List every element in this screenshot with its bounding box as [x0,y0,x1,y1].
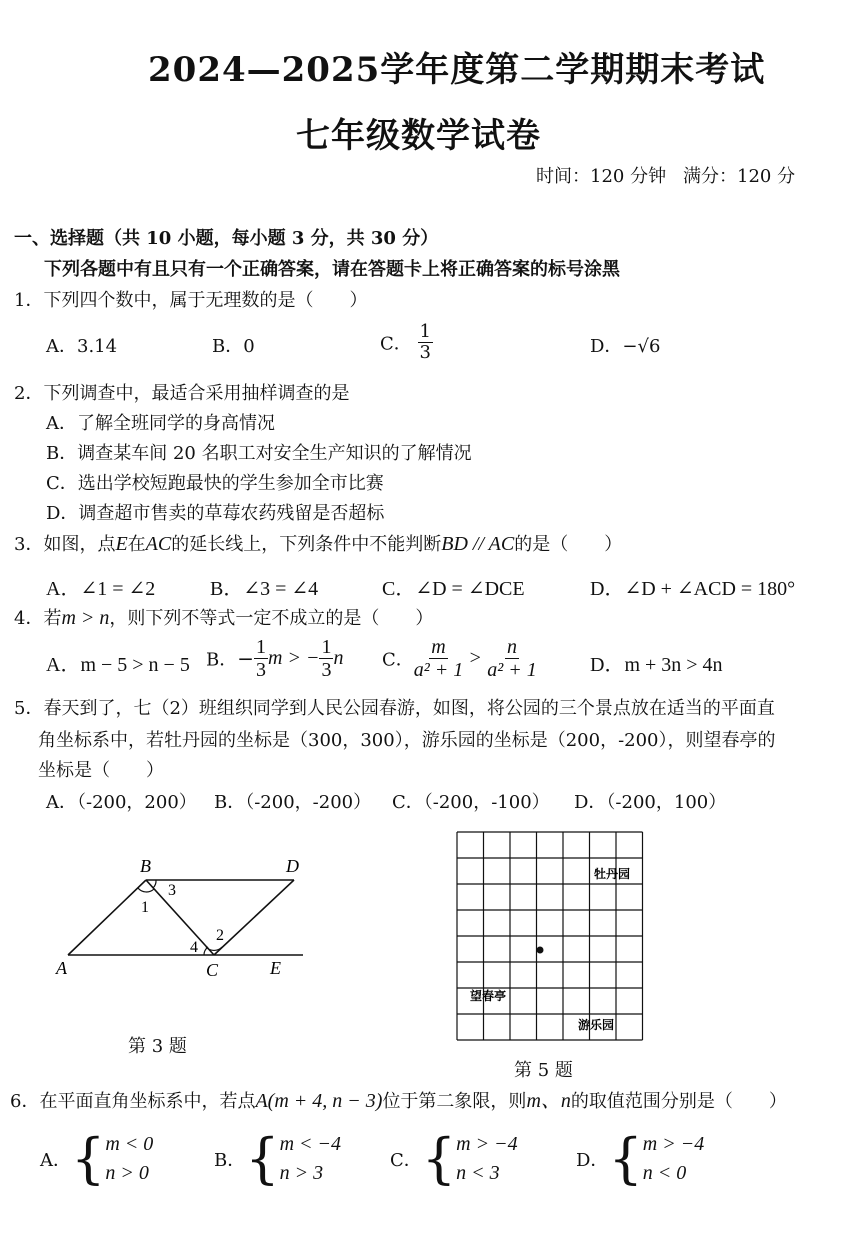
q6-stem [10,1084,787,1113]
q4-b-middle: m > − [268,647,320,669]
exam-subtitle: 七年级数学试卷 [296,116,541,156]
q3-stem-part: 在 [127,534,146,555]
spring-pavilion-label: 望春亭 [470,989,507,1003]
q6-option-d [576,1127,705,1190]
q6-point: A(m + 4, n − 3) [255,1090,383,1112]
q6-d-line1: m > −4 [642,1133,705,1155]
q4-b-fraction2-den: 3 [321,659,332,681]
q4-c-gt: > [469,647,481,669]
q4-option-c [382,636,537,681]
figure-5-caption: 第 5 题 [514,1060,573,1081]
q4-option-a: A．m − 5 > n − 5 [46,654,190,676]
q3-stem-part: 的是（ ） [514,534,623,555]
line-cd [214,880,294,955]
q4-b-fraction2-num: 1 [321,636,332,658]
q3-stem-part: 3．如图，点 [14,534,116,555]
angle-1-label: 1 [141,899,149,916]
q6-b-line1: m < −4 [279,1133,342,1155]
q2-stem: 2．下列调查中，最适合采用抽样调查的是 [14,383,350,404]
angle-3-label: 3 [168,882,176,899]
point-a-label: A [56,958,67,978]
q4-b-end: n [333,647,344,669]
origin-point [537,947,544,954]
section-instruction: 下列各题中有且只有一个正确答案，请在答题卡上将正确答案的标号涂黑 [44,259,620,280]
q6-option-c [390,1127,518,1190]
q4-b-minus: − [237,646,254,671]
q4-c-fraction1 [414,636,464,681]
q5-option-a: A．（-200，200） [46,792,197,813]
brace-icon: { [608,1127,643,1190]
exam-title: 2024—2025学年度第二学期期末考试 [148,50,766,90]
q3-option-d: D．∠D + ∠ACD = 180° [590,578,796,600]
q4-option-d: D．m + 3n > 4n [590,654,723,676]
q6-stem-part: 6．在平面直角坐标系中，若点 [10,1091,256,1112]
q6-variables: m、n [526,1090,571,1112]
q4-stem [14,604,433,630]
q4-stem-part: 4．若 [14,608,62,629]
figure-3-caption: 第 3 题 [128,1036,187,1057]
exam-score: 满分：120 分 [683,166,796,187]
brace-icon: { [245,1127,280,1190]
angle-4-label: 4 [190,939,198,956]
q6-b-line2: n > 3 [279,1162,324,1184]
figure-5-grid [454,830,644,1042]
angle-4-arc [204,947,208,955]
q2-option-c: C．选出学校短跑最快的学生参加全市比赛 [46,473,384,494]
q6-a-system [105,1130,153,1188]
coordinate-grid [457,832,643,1040]
q1-fraction [418,322,433,363]
q2-option-a: A．了解全班同学的身高情况 [46,413,275,434]
q6-c-system [456,1130,517,1188]
angle-2-label: 2 [216,927,224,944]
exam-time: 时间：120 分钟 [536,166,667,187]
q1-option-d: D．−√6 [590,336,661,357]
q5-option-d: D．（-200，100） [574,792,727,813]
q3-option-b: B．∠3 = ∠4 [210,578,319,600]
q6-stem-part: 的取值范围分别是（ ） [570,1091,787,1112]
q5-line2: 角坐标系中，若牡丹园的坐标是（300，300），游乐园的坐标是（200，-200），则望春亭的 [38,730,776,751]
q2-option-b: B．调查某车间 20 名职工对安全生产知识的了解情况 [46,443,472,464]
q4-c-num2: n [507,636,518,658]
q4-condition: m > n [61,607,110,629]
q5-option-c: C．（-200，-100） [392,792,550,813]
q5-line3: 坐标是（ ） [38,760,164,781]
q5-option-b: B．（-200，-200） [214,792,372,813]
q3-stem [14,530,622,556]
point-e-label: E [270,958,281,978]
q3-option-c: C．∠D = ∠DCE [382,578,525,600]
brace-icon: { [71,1127,106,1190]
q6-a-line2: n > 0 [105,1162,149,1184]
point-b-label: B [140,856,151,876]
q4-option-c-label: C． [382,649,414,671]
q1-option-c [380,322,433,363]
q4-b-fraction [254,636,268,681]
q1-option-a: A．3.14 [46,336,118,357]
q4-c-num1: m [431,636,446,658]
q6-option-c-label: C． [390,1150,422,1171]
q4-b-fraction-den: 3 [256,659,266,681]
q6-stem-part: 位于第二象限，则 [382,1091,527,1112]
q4-c-den2: a² + 1 [487,659,537,681]
q3-condition: BD // AC [441,533,515,555]
q3-point-e: E [115,533,128,555]
q4-stem-part: ，则下列不等式一定不成立的是（ ） [109,608,434,629]
point-d-label: D [286,856,299,876]
figure-3-diagram [50,850,320,980]
q4-option-b [206,636,343,681]
q4-b-fraction2 [319,636,333,681]
peony-garden-label: 牡丹园 [594,867,631,881]
line-ab [68,880,146,955]
q4-c-fraction2 [487,636,537,681]
q6-d-system [643,1130,704,1188]
q6-option-d-label: D． [576,1150,609,1171]
section-heading: 一、选择题（共 10 小题，每小题 3 分，共 30 分） [14,228,439,249]
q3-option-a: A．∠1 = ∠2 [46,578,156,600]
q4-c-den1: a² + 1 [413,659,464,681]
angle-3-arc [153,880,156,888]
q1-stem: 1．下列四个数中，属于无理数的是（ ） [14,290,368,311]
q6-a-line1: m < 0 [105,1133,154,1155]
q3-line-ac: AC [145,533,172,555]
q1-fraction-num: 1 [419,321,431,342]
q3-stem-part: 的延长线上，下列条件中不能判断 [171,534,442,555]
angle-1-arc [138,888,154,892]
q4-option-b-label: B． [206,649,238,671]
amusement-park-label: 游乐园 [578,1018,615,1032]
q4-b-fraction-num: 1 [256,636,266,658]
q1-option-b: B．0 [212,336,255,357]
q1-fraction-den: 3 [419,341,431,363]
q1-option-c-label: C． [380,333,412,355]
q6-c-line1: m > −4 [456,1133,518,1155]
q6-option-b-label: B． [214,1150,246,1171]
brace-icon: { [421,1127,457,1190]
q6-option-a-label: A． [40,1150,71,1171]
q2-option-d: D．调查超市售卖的草莓农药残留是否超标 [46,503,385,524]
q6-option-b [214,1127,342,1190]
q5-line1: 5．春天到了，七（2）班组织同学到人民公园春游，如图，将公园的三个景点放在适当的平面直 [14,698,775,719]
q6-b-system [280,1130,341,1188]
point-c-label: C [206,960,219,980]
q6-option-a [40,1127,154,1190]
q6-d-line2: n < 0 [642,1162,687,1184]
line-bc [146,880,214,955]
q6-c-line2: n < 3 [456,1162,500,1184]
